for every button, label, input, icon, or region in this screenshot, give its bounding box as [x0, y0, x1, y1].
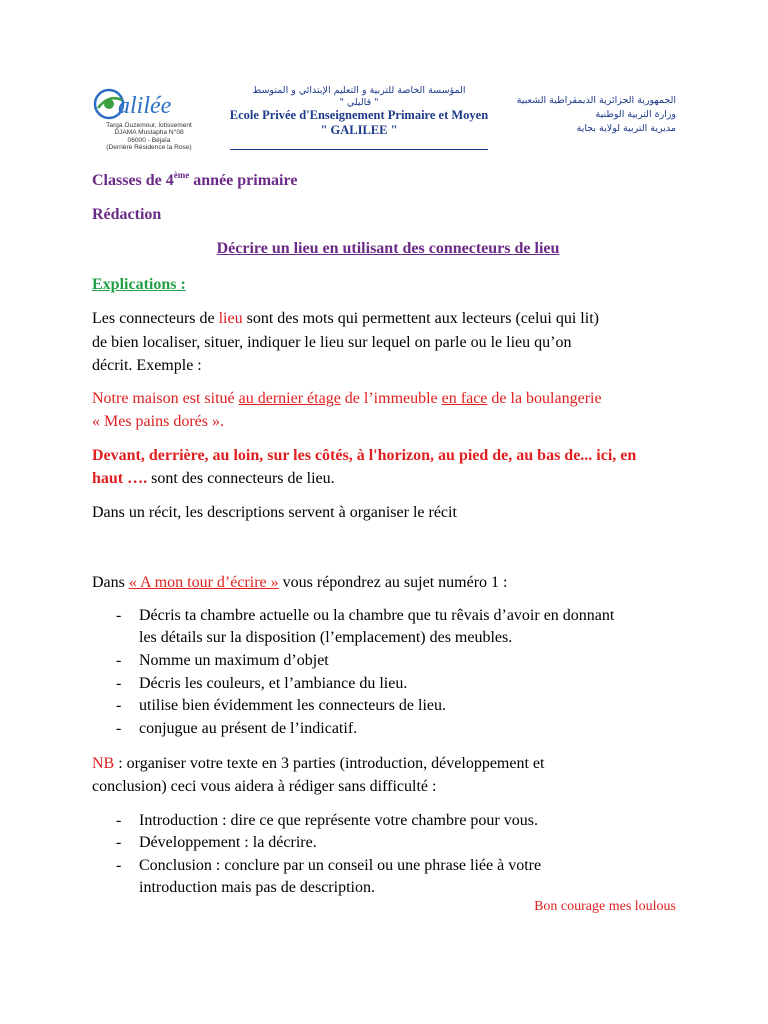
ministry-line: مديرية التربية لولاية بجاية: [576, 123, 676, 134]
nb-note: NB : organiser votre texte en 3 parties (introduction, développement et: [92, 755, 545, 772]
address-line: Targa Ouzemour, lotissement: [106, 122, 192, 129]
school-name-french: Ecole Privée d'Enseignement Primaire et Moyen: [229, 108, 489, 122]
ministry-line: الجمهورية الجزائرية الديمقراطية الشعبية: [516, 95, 676, 106]
recit-note: Dans un récit, les descriptions servent à organiser le récit: [92, 504, 457, 521]
subject-heading: Rédaction: [92, 206, 162, 223]
nb-note: conclusion) ceci vous aidera à rédiger sans difficulté :: [92, 778, 437, 795]
address-line: DJAMA Mustapha N°08: [114, 129, 184, 137]
school-short-name-arabic: " قاليلي ": [339, 97, 379, 108]
school-header: [214, 84, 504, 160]
explanations-heading: Explications :: [92, 276, 186, 293]
logo-address: [90, 122, 208, 152]
header-rule: [230, 149, 488, 150]
connectors-list: Devant, derrière, au loin, sur les côtés, à l'horizon, au pied de, au bas de... ici, en: [92, 447, 637, 464]
task-intro: Dans « A mon tour d’écrire » vous répondrez au sujet numéro 1 :: [92, 574, 508, 591]
school-name-arabic: المؤسسة الخاصة للتربية و التعليم الإبتدائي و المتوسط: [252, 85, 466, 96]
explanation-line: décrit. Exemple :: [92, 357, 202, 374]
page-title: Décrire un lieu en utilisant des connecteurs de lieu: [216, 240, 560, 257]
address-line: 06000 - Béjaïa: [127, 136, 171, 144]
school-short-name-french: " GALILEE ": [320, 123, 398, 137]
example-sentence: « Mes pains dorés ».: [92, 413, 224, 430]
ministry-line: وزارة التربية الوطنية: [595, 109, 676, 120]
explanation-line: de bien localiser, situer, indiquer le lieu sur lequel on parle ou le lieu qu’on: [92, 334, 572, 351]
ministry-header: [506, 94, 676, 136]
example-sentence: Notre maison est situé au dernier étage de l’immeuble en face de la boulangerie: [92, 390, 602, 407]
signoff: Bon courage mes loulous: [534, 899, 676, 914]
connectors-list: haut …. sont des connecteurs de lieu.: [92, 470, 335, 487]
class-level: Classes de 4ème année primaire: [92, 170, 298, 189]
letterhead: [90, 84, 676, 160]
galilee-logo-icon: [92, 86, 206, 122]
explanation-line: Les connecteurs de lieu sont des mots qui permettent aux lecteurs (celui qui lit): [92, 310, 599, 327]
address-line: (Derrière Résidence la Rose): [106, 144, 192, 152]
logo-word: alilée: [118, 93, 172, 119]
school-logo: [90, 84, 208, 160]
